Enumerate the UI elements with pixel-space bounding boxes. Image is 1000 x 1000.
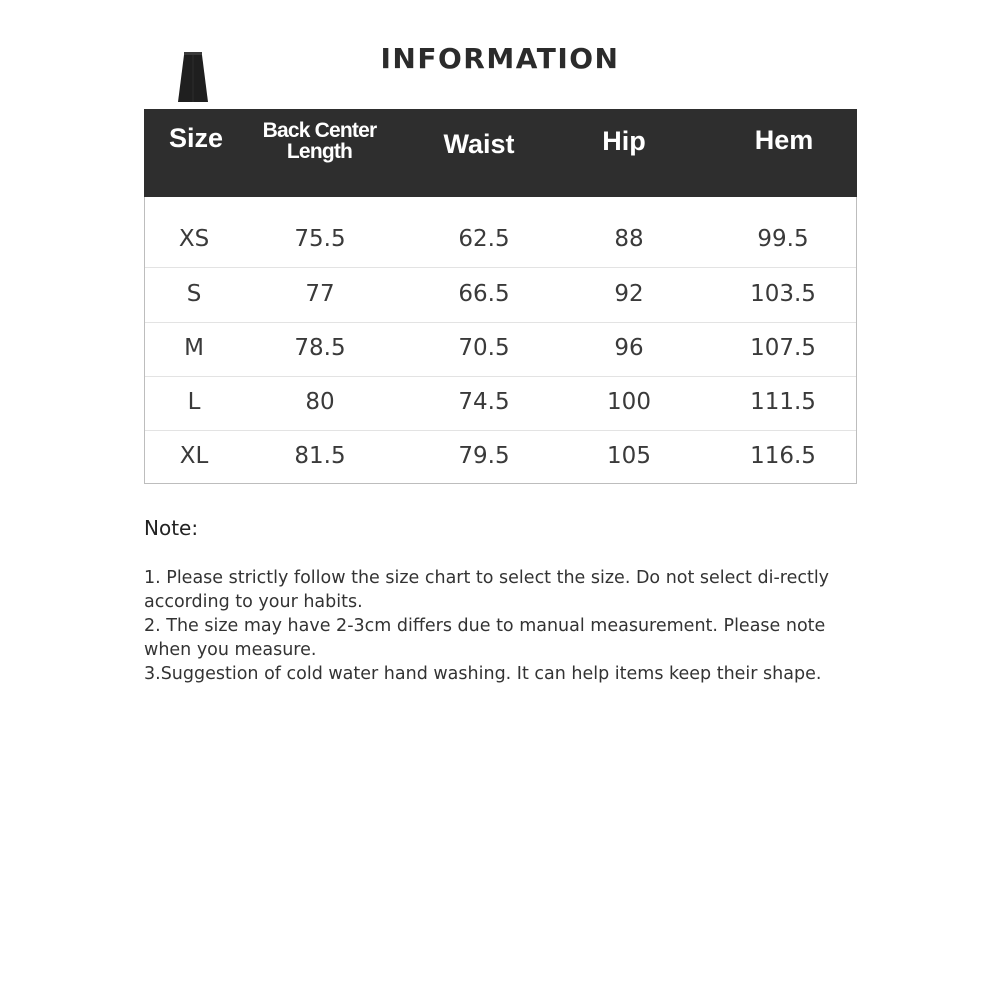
note-item: 3.Suggestion of cold water hand washing. It can help items keep their shape. (144, 664, 822, 684)
page-title: INFORMATION (380, 42, 620, 75)
cell-hem: 99.5 (757, 226, 809, 252)
cell-hip: 96 (614, 335, 644, 361)
header-size: Size (168, 123, 224, 153)
cell-hem: 111.5 (750, 389, 816, 415)
table-header (144, 109, 857, 197)
note-list (144, 566, 844, 686)
table-row (145, 266, 856, 323)
note-item: 2. The size may have 2-3cm differs due to manual measurement. Please note when you measure. (144, 616, 826, 660)
cell-size: L (187, 389, 201, 415)
header-back-center-line2: Length (286, 140, 353, 163)
cell-hem: 116.5 (750, 443, 816, 469)
cell-waist: 62.5 (458, 226, 510, 252)
cell-hip: 92 (614, 281, 644, 307)
table-row (145, 428, 856, 484)
cell-size: XL (179, 443, 209, 469)
header-hem: Hem (754, 125, 814, 155)
cell-back-center-length: 81.5 (294, 443, 346, 469)
cell-back-center-length: 80 (305, 389, 335, 415)
table-row (145, 211, 856, 268)
table-row (145, 320, 856, 377)
cell-size: XS (178, 226, 210, 252)
cell-size: S (186, 281, 202, 307)
cell-hem: 107.5 (750, 335, 816, 361)
note-item: 1. Please strictly follow the size chart to select the size. Do not select di-rectly according to your habits. (144, 568, 830, 612)
size-chart-table (144, 109, 857, 484)
cell-waist: 70.5 (458, 335, 510, 361)
table-row (145, 374, 856, 431)
cell-back-center-length: 75.5 (294, 226, 346, 252)
cell-waist: 66.5 (458, 281, 510, 307)
header-hip: Hip (602, 126, 646, 156)
cell-hip: 88 (614, 226, 644, 252)
cell-hip: 100 (607, 389, 651, 415)
header-waist: Waist (443, 129, 515, 159)
cell-hem: 103.5 (750, 281, 816, 307)
note-heading: Note: (144, 516, 199, 540)
cell-waist: 79.5 (458, 443, 510, 469)
cell-back-center-length: 78.5 (294, 335, 346, 361)
cell-back-center-length: 77 (305, 281, 335, 307)
cell-hip: 105 (607, 443, 651, 469)
header-back-center-line1: Back Center (262, 119, 377, 142)
cell-waist: 74.5 (458, 389, 510, 415)
header-back-center-length (252, 120, 387, 162)
cell-size: M (184, 335, 204, 361)
